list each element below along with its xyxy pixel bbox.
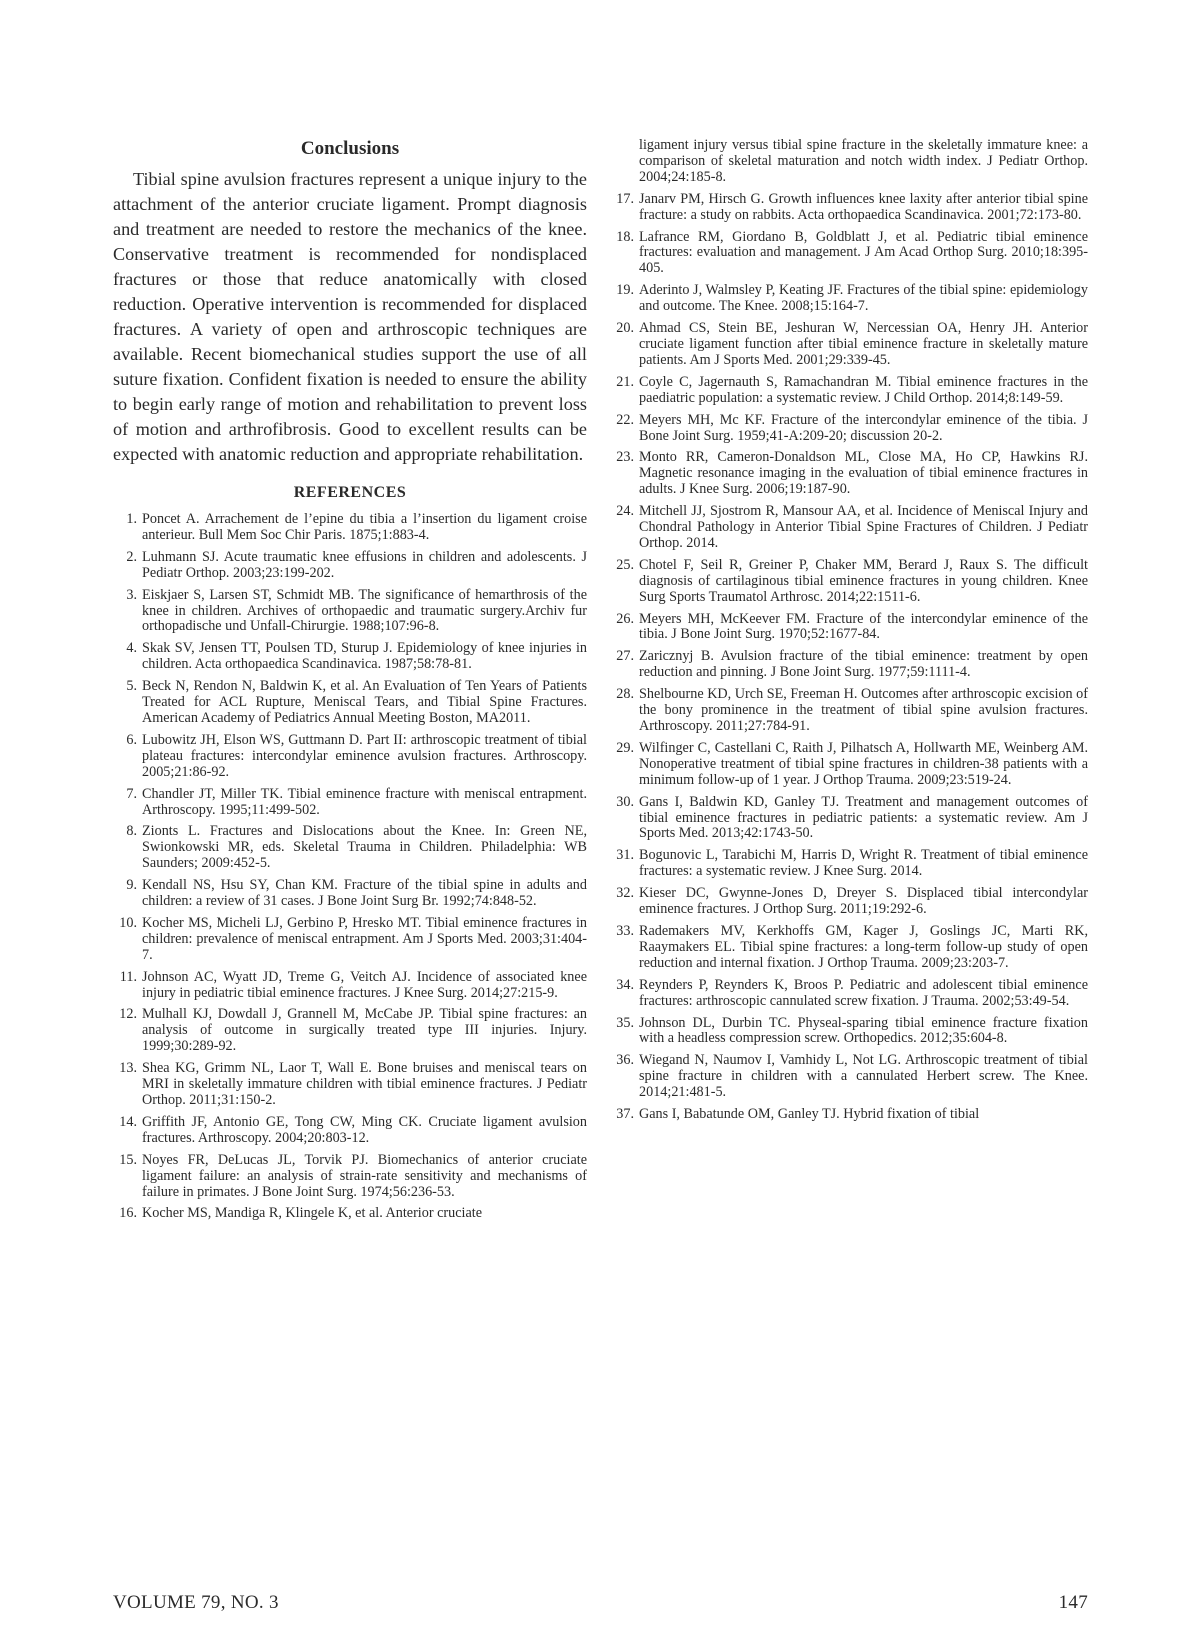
reference-text: Kieser DC, Gwynne-Jones D, Dreyer S. Displaced tibial intercondylar eminence fractures. J Orthop Surg. 2011;19:292-6. [639, 885, 1088, 918]
reference-item [610, 848, 1088, 880]
reference-text: Poncet A. Arrachement de l’epine du tibia a l’insertion du ligament croise anterieur. Bull Mem Soc Chir Paris. 1875;1:883-4. [142, 511, 587, 543]
reference-text: Chandler JT, Miller TK. Tibial eminence fracture with meniscal entrapment. Arthroscopy. 1995;11:499-502. [142, 785, 587, 818]
reference-item [610, 1016, 1088, 1048]
reference-number: 32. [616, 885, 634, 902]
reference-item [113, 787, 587, 819]
reference-item [610, 504, 1088, 552]
reference-item [113, 1153, 587, 1201]
reference-item [113, 1061, 587, 1109]
reference-text: Chotel F, Seil R, Greiner P, Chaker MM, Berard J, Raux S. The difficult diagnosis of cartilaginous tibial eminence fractures in young children. Knee Surg Sports Traumatol Arthrosc. 2014;22:1511-6. [639, 556, 1088, 605]
reference-number: 36. [616, 1052, 634, 1069]
reference-item [113, 641, 587, 673]
reference-number: 34. [616, 976, 634, 993]
reference-number: 16. [119, 1205, 137, 1222]
reference-text: Rademakers MV, Kerkhoffs GM, Kager J, Goslings JC, Marti RK, Raaymakers EL. Tibial spine fractures: a long-term follow-up study of open reduction and internal fixation. J Orthop Trauma. 2009;23:203-7. [639, 922, 1088, 971]
reference-item [113, 512, 587, 544]
reference-text: Kendall NS, Hsu SY, Chan KM. Fracture of the tibial spine in adults and children: a review of 31 cases. J Bone Joint Surg Br. 1992;74:848-52. [142, 877, 587, 910]
reference-text: Johnson DL, Durbin TC. Physeal-sparing tibial eminence fracture fixation with a headless compression screw. Orthopedics. 2012;35:604-8. [639, 1014, 1088, 1047]
reference-item [610, 924, 1088, 972]
reference-item [610, 450, 1088, 498]
reference-number: 37. [616, 1106, 634, 1123]
reference-item [113, 916, 587, 964]
reference-text: Shelbourne KD, Urch SE, Freeman H. Outcomes after arthroscopic excision of the bony prominence in the treatment of tibial spine avulsion fractures. Arthroscopy. 2011;27:784-91. [639, 686, 1088, 734]
reference-item [113, 679, 587, 727]
reference-item [610, 375, 1088, 407]
reference-16-continuation: ligament injury versus tibial spine fracture in the skeletally immature knee: a comparison of skeletal maturation and notch width index. J Pediatr Orthop. 2004;24:185-8. [639, 137, 1088, 185]
reference-number: 7. [126, 785, 137, 802]
reference-number: 24. [616, 503, 634, 520]
reference-list-left [113, 512, 587, 1222]
reference-text: Meyers MH, McKeever FM. Fracture of the intercondylar eminence of the tibia. J Bone Joint Surg. 1970;52:1677-84. [639, 610, 1088, 643]
reference-text: Wiegand N, Naumov I, Vamhidy L, Not LG. Arthroscopic treatment of tibial spine fracture in children with a cannulated Herbert screw. The Knee. 2014;21:481-5. [639, 1052, 1088, 1101]
reference-number: 31. [616, 847, 634, 864]
reference-item [610, 558, 1088, 606]
reference-text: Zaricznyj B. Avulsion fracture of the tibial eminence: treatment by open reduction and pinning. J Bone Joint Surg. 1977;59:1111-4. [639, 648, 1088, 681]
reference-item [610, 1107, 1088, 1123]
reference-text: Janarv PM, Hirsch G. Growth influences knee laxity after anterior tibial spine fracture: a study on rabbits. Acta orthopaedica Scandinavica. 2001;72:173-80. [639, 190, 1088, 223]
reference-number: 21. [616, 373, 634, 390]
reference-item [610, 612, 1088, 644]
reference-item [610, 978, 1088, 1010]
reference-text: Mulhall KJ, Dowdall J, Grannell M, McCabe JP. Tibial spine fractures: an analysis of outcome in surgically treated type III injuries. Injury. 1999;30:289-92. [142, 1006, 587, 1055]
reference-item [113, 878, 587, 910]
reference-text: Aderinto J, Walmsley P, Keating JF. Fractures of the tibial spine: epidemiology and outcome. The Knee. 2008;15:164-7. [639, 282, 1088, 315]
reference-number: 8. [126, 823, 137, 840]
reference-item [113, 824, 587, 872]
reference-text: Coyle C, Jagernauth S, Ramachandran M. Tibial eminence fractures in the paediatric population: a systematic review. J Child Orthop. 2014;8:149-59. [639, 373, 1088, 406]
reference-item [113, 1206, 587, 1222]
reference-number: 14. [119, 1113, 137, 1130]
conclusions-paragraph: Tibial spine avulsion fractures represent a unique injury to the attachment of the anterior cruciate ligament. Prompt diagnosis and treatment are needed to restore the mechanics of the knee. Conservative treatment is recommended for nondisplaced fractures or those that reduce anatomically with closed reduction. Operative intervention is recommended for displaced fractures. A variety of open and arthroscopic techniques are available. Recent biomechanical studies support the use of all suture fixation. Confident fixation is needed to ensure the ability to begin early range of motion and rehabilitation to prevent loss of motion and arthrofibrosis. Good to excellent results can be expected with anatomic reduction and appropriate rehabilitation. [113, 169, 587, 464]
reference-item [610, 283, 1088, 315]
reference-text: Wilfinger C, Castellani C, Raith J, Pilhatsch A, Hollwarth ME, Weinberg AM. Nonoperative treatment of tibial spine fractures in children-38 patients with a minimum follow-up of 1 year. J Orthop Trauma. 2009;23:519-24. [639, 739, 1088, 788]
reference-number: 29. [616, 739, 634, 756]
reference-list-right [610, 192, 1088, 1123]
reference-item [610, 795, 1088, 843]
reference-item [610, 741, 1088, 789]
reference-text: Kocher MS, Micheli LJ, Gerbino P, Hresko MT. Tibial eminence fractures in children: prevalence of meniscal entrapment. Am J Sports Med. 2003;31:404-7. [142, 914, 587, 963]
right-column [610, 138, 1088, 1129]
reference-number: 3. [126, 586, 137, 603]
reference-number: 35. [616, 1014, 634, 1031]
reference-number: 17. [616, 190, 634, 207]
reference-number: 6. [126, 731, 137, 748]
reference-item [610, 687, 1088, 735]
reference-text: Griffith JF, Antonio GE, Tong CW, Ming CK. Cruciate ligament avulsion fractures. Arthroscopy. 2004;20:803-12. [142, 1113, 587, 1146]
reference-item [610, 230, 1088, 278]
reference-number: 4. [126, 640, 137, 657]
reference-item [113, 733, 587, 781]
reference-number: 27. [616, 648, 634, 665]
reference-text: Kocher MS, Mandiga R, Klingele K, et al. Anterior cruciate [142, 1205, 483, 1222]
reference-item [113, 970, 587, 1002]
reference-number: 11. [119, 968, 137, 985]
reference-text: Gans I, Babatunde OM, Ganley TJ. Hybrid fixation of tibial [639, 1106, 980, 1123]
reference-text: Zionts L. Fractures and Dislocations about the Knee. In: Green NE, Swionkowski MR, eds. Skeletal Trauma in Children. Philadelphia: WB Saunders; 2009:452-5. [142, 823, 587, 872]
reference-number: 33. [616, 922, 634, 939]
reference-item [113, 1115, 587, 1147]
reference-text: Reynders P, Reynders K, Broos P. Pediatric and adolescent tibial eminence fractures: arthroscopic cannulated screw fixation. J Trauma. 2002;53:49-54. [639, 976, 1088, 1009]
reference-item [113, 588, 587, 636]
reference-number: 18. [616, 228, 634, 245]
reference-item [113, 550, 587, 582]
reference-number: 1. [126, 511, 137, 527]
reference-text: Bogunovic L, Tarabichi M, Harris D, Wright R. Treatment of tibial eminence fractures: a systematic review. J Knee Surg. 2014. [639, 847, 1088, 880]
reference-number: 9. [126, 877, 137, 894]
page-number: 147 [1058, 1592, 1088, 1613]
reference-text: Lafrance RM, Giordano B, Goldblatt J, et al. Pediatric tibial eminence fractures: evaluation and management. J Am Acad Orthop Surg. 2010;18:395-405. [639, 228, 1088, 277]
reference-item [610, 413, 1088, 445]
journal-volume: VOLUME 79, NO. 3 [113, 1592, 279, 1613]
reference-number: 12. [119, 1006, 137, 1023]
reference-item [610, 886, 1088, 918]
reference-text: Monto RR, Cameron-Donaldson ML, Close MA, Ho CP, Hawkins RJ. Magnetic resonance imaging in the evaluation of tibial eminence fractures in adults. J Knee Surg. 2006;19:187-90. [639, 449, 1088, 498]
reference-number: 10. [119, 914, 137, 931]
reference-number: 22. [616, 411, 634, 428]
reference-number: 19. [616, 282, 634, 299]
reference-number: 28. [616, 686, 634, 703]
reference-item [113, 1007, 587, 1055]
reference-item [610, 192, 1088, 224]
reference-text: Eiskjaer S, Larsen ST, Schmidt MB. The significance of hemarthrosis of the knee in children. Archives of orthopaedic and traumatic surgery.Archiv fur orthopadische und Unfall-Chirurgie. 1988;107:96-8. [142, 586, 587, 635]
reference-number: 2. [126, 548, 137, 565]
reference-number: 20. [616, 320, 634, 337]
left-column [113, 138, 587, 1228]
references-heading: REFERENCES [293, 484, 407, 501]
reference-item [610, 649, 1088, 681]
conclusions-heading: Conclusions [300, 138, 400, 159]
reference-item [610, 321, 1088, 369]
reference-number: 15. [119, 1151, 137, 1168]
reference-number: 30. [616, 793, 634, 810]
reference-text: Skak SV, Jensen TT, Poulsen TD, Sturup J. Epidemiology of knee injuries in children. Acta orthopaedica Scandinavica. 1987;58:78-81. [142, 640, 587, 673]
reference-number: 26. [616, 610, 634, 627]
reference-text: Mitchell JJ, Sjostrom R, Mansour AA, et al. Incidence of Meniscal Injury and Chondral Pathology in Anterior Tibial Spine Fractures of Children. J Pediatr Orthop. 2014. [639, 503, 1088, 551]
reference-text: Shea KG, Grimm NL, Laor T, Wall E. Bone bruises and meniscal tears on MRI in skeletally immature children with tibial eminence fractures. J Pediatr Orthop. 2011;31:150-2. [142, 1060, 587, 1108]
reference-number: 5. [126, 678, 137, 695]
reference-text: Luhmann SJ. Acute traumatic knee effusions in children and adolescents. J Pediatr Orthop. 2003;23:199-202. [142, 548, 587, 581]
reference-number: 25. [616, 556, 634, 573]
reference-number: 13. [119, 1060, 137, 1077]
reference-text: Lubowitz JH, Elson WS, Guttmann D. Part II: arthroscopic treatment of tibial plateau fractures: intercondylar eminence avulsion fractures. Arthroscopy. 2005;21:86-92. [142, 731, 587, 780]
reference-number: 23. [616, 449, 634, 466]
reference-text: Beck N, Rendon N, Baldwin K, et al. An Evaluation of Ten Years of Patients Treated for ACL Rupture, Meniscal Tears, and Tibial Spine Fractures. American Academy of Pediatrics Annual Meeting Boston, MA2011. [142, 678, 587, 726]
reference-text: Gans I, Baldwin KD, Ganley TJ. Treatment and management outcomes of tibial eminence fractures in pediatric patients: a systematic review. Am J Sports Med. 2013;42:1743-50. [639, 793, 1088, 842]
reference-text: Johnson AC, Wyatt JD, Treme G, Veitch AJ. Incidence of associated knee injury in pediatric tibial eminence fractures. J Knee Surg. 2014;27:215-9. [142, 968, 587, 1001]
reference-item [610, 1053, 1088, 1101]
reference-text: Ahmad CS, Stein BE, Jeshuran W, Nercessian OA, Henry JH. Anterior cruciate ligament function after tibial eminence fracture in skeletally mature patients. Am J Sports Med. 2001;29:339-45. [639, 320, 1088, 368]
reference-text: Meyers MH, Mc KF. Fracture of the intercondylar eminence of the tibia. J Bone Joint Surg. 1959;41-A:209-20; discussion 20-2. [639, 411, 1088, 444]
reference-text: Noyes FR, DeLucas JL, Torvik PJ. Biomechanics of anterior cruciate ligament failure: an analysis of strain-rate sensitivity and mechanisms of failure in primates. J Bone Joint Surg. 1974;56:236-53. [142, 1151, 587, 1200]
